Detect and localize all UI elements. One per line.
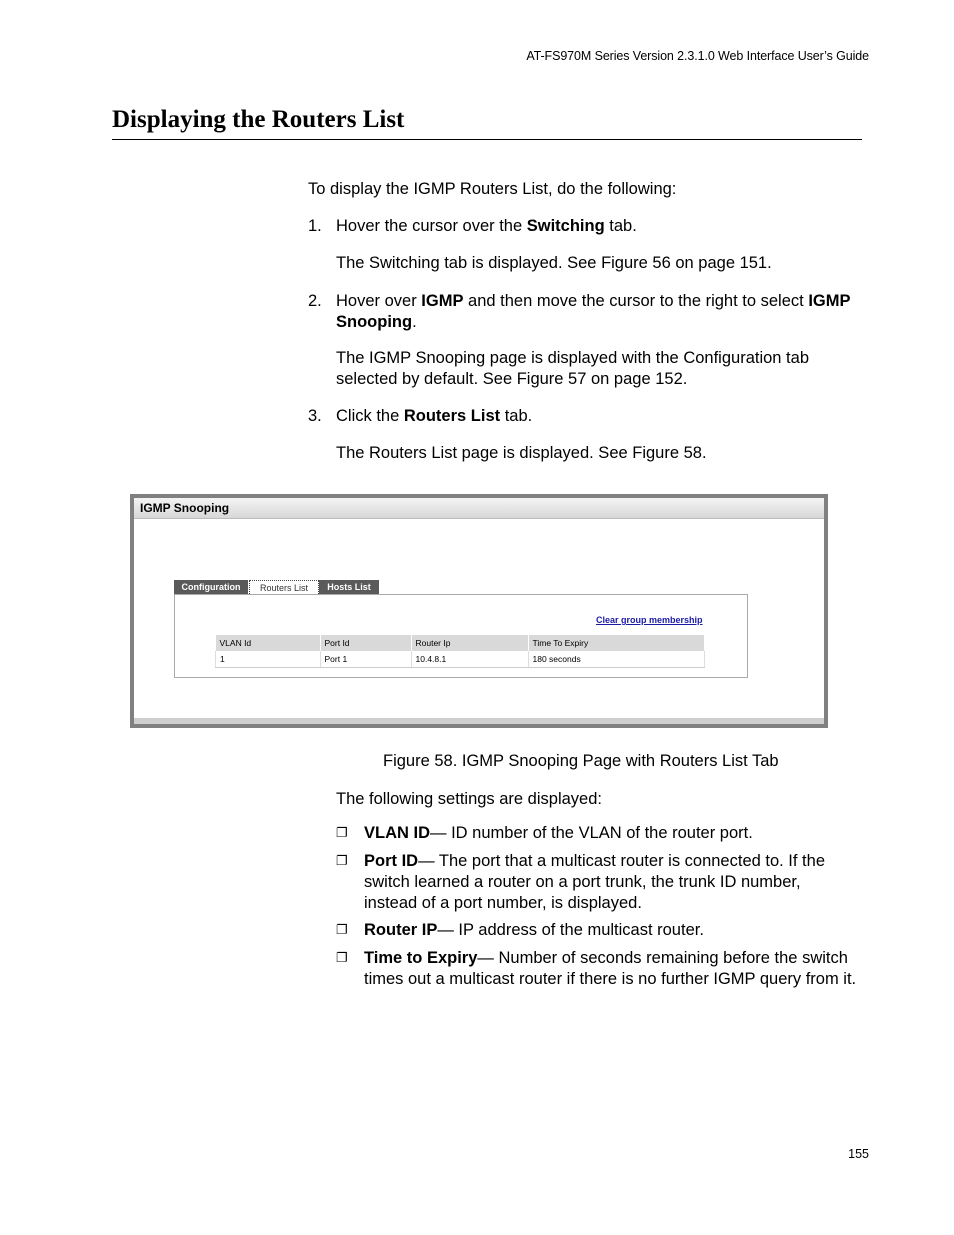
tab-configuration[interactable]: Configuration [174,580,248,594]
table-row [216,651,705,668]
igmp-snooping-screenshot [130,494,828,728]
bullet-icon: ❐ [336,950,348,965]
tab-routers-list[interactable]: Routers List [249,580,319,594]
step-2-note: The IGMP Snooping page is displayed with the Configuration tab selected by default. See Figure 57 on page 152. [336,349,809,388]
routers-list-panel [174,594,748,678]
step-1-note: The Switching tab is displayed. See Figure 56 on page 151. [336,254,772,272]
setting-vlan-id: VLAN ID— ID number of the VLAN of the router port. [364,824,753,842]
bullet-icon: ❐ [336,922,348,937]
clear-group-membership-link[interactable]: Clear group membership [596,615,703,625]
intro-text: To display the IGMP Routers List, do the following: [308,180,677,198]
figure-bottom-bar [134,718,824,724]
routers-table [215,635,705,668]
bullet-icon: ❐ [336,825,348,840]
step-2-text: Hover over IGMP and then move the cursor to the right to select IGMP Snooping. [336,292,851,331]
section-title: Displaying the Routers List [112,106,405,133]
settings-intro: The following settings are displayed: [336,790,602,808]
figure-caption: Figure 58. IGMP Snooping Page with Routers List Tab [383,752,779,770]
title-rule [112,139,862,140]
col-time-to-expiry: Time To Expiry [528,635,705,651]
cell-port-id: Port 1 [320,651,411,668]
cell-vlan-id: 1 [216,651,321,668]
running-header: AT-FS970M Series Version 2.3.1.0 Web Interface User’s Guide [526,49,869,63]
setting-time-to-expiry: Time to Expiry— Number of seconds remaining before the switch times out a multicast router if there is no further IGMP query from it. [364,949,857,988]
setting-router-ip: Router IP— IP address of the multicast router. [364,921,704,939]
col-vlan-id: VLAN Id [216,635,321,651]
tab-hosts-list[interactable]: Hosts List [319,580,379,594]
setting-port-id: Port ID— The port that a multicast router is connected to. If the switch learned a router on a port trunk, the trunk ID number, instead of a port number, is displayed. [364,852,825,912]
step-3-note: The Routers List page is displayed. See Figure 58. [336,444,707,462]
step-3-number: 3. [308,407,322,425]
step-1-number: 1. [308,217,322,235]
cell-router-ip: 10.4.8.1 [411,651,528,668]
step-1-text: Hover the cursor over the Switching tab. [336,217,637,235]
bullet-icon: ❐ [336,853,348,868]
cell-time-to-expiry: 180 seconds [528,651,705,668]
col-port-id: Port Id [320,635,411,651]
figure-title-bar: IGMP Snooping [134,498,824,519]
step-3-text: Click the Routers List tab. [336,407,533,425]
step-2-number: 2. [308,292,322,310]
page-number: 155 [848,1147,869,1161]
col-router-ip: Router Ip [411,635,528,651]
